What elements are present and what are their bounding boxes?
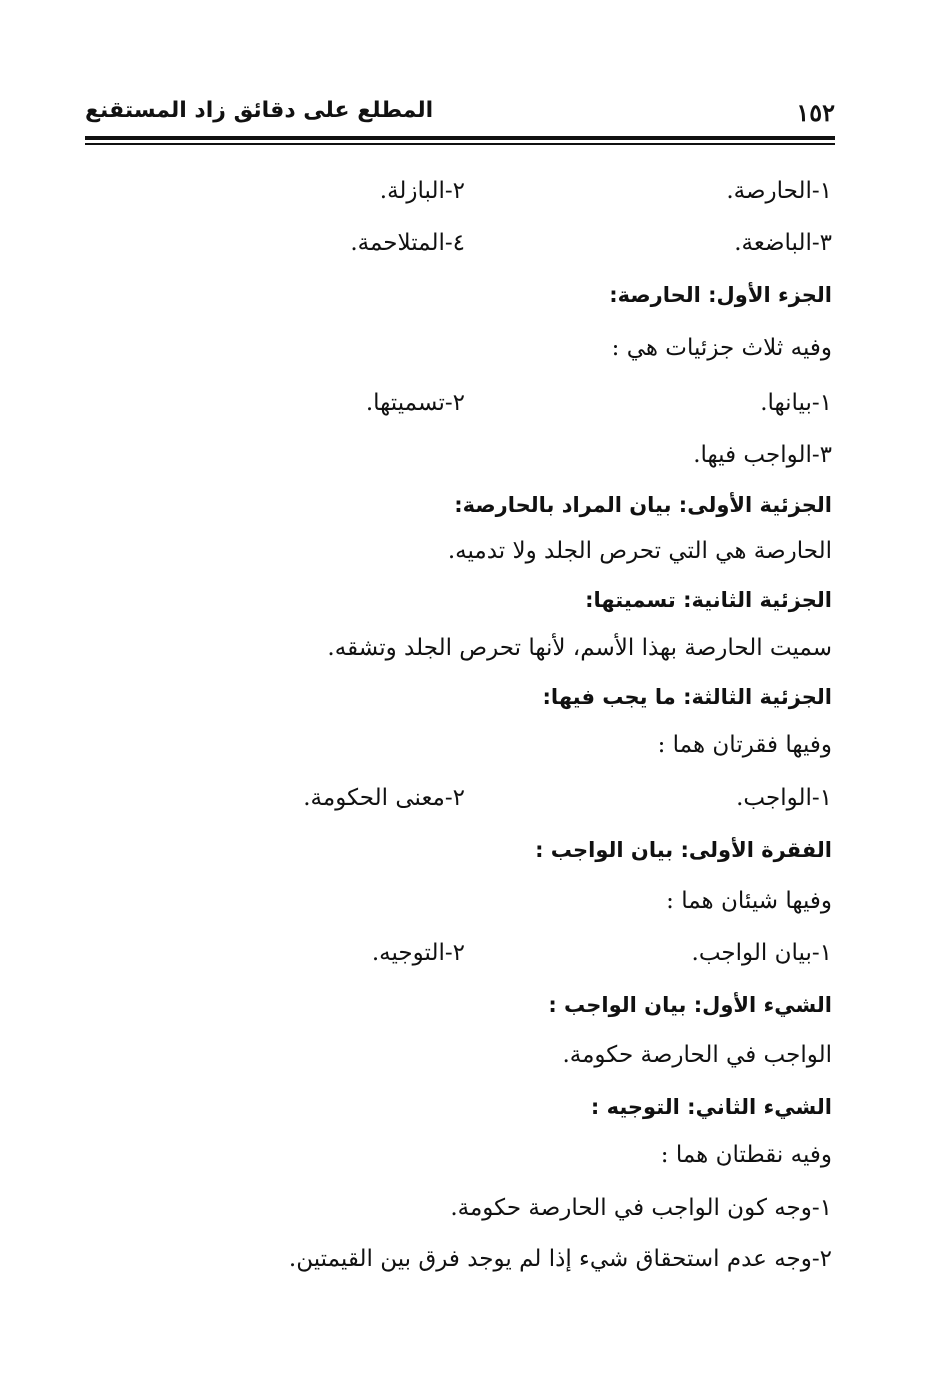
section-heading: الفقرة الأولى: بيان الواجب : — [535, 838, 832, 862]
list-item: ١-الواجب. — [736, 785, 832, 811]
page-number: ١٥٢ — [796, 98, 835, 127]
running-title: المطلع على دقائق زاد المستقنع — [85, 98, 434, 123]
list-item: ١-بيان الواجب. — [691, 940, 832, 966]
list-item: ٢-التوجيه. — [371, 940, 465, 966]
list-item: ٢-معنى الحكومة. — [303, 785, 465, 811]
paragraph: وفيها فقرتان هما : — [657, 732, 832, 758]
paragraph: وفيه ثلاث جزئيات هي : — [611, 335, 832, 361]
list-item: ٢-تسميتها. — [365, 390, 465, 416]
paragraph: ١-وجه كون الواجب في الحارصة حكومة. — [450, 1195, 832, 1221]
list-item: ١-بيانها. — [760, 390, 832, 416]
paragraph: سميت الحارصة بهذا الأسم، لأنها تحرص الجلد وتشقه. — [327, 635, 832, 661]
header-rule-thick — [85, 136, 835, 140]
section-heading: الجزئية الأولى: بيان المراد بالحارصة: — [454, 493, 832, 517]
paragraph: وفيه نقطتان هما : — [660, 1142, 832, 1168]
list-item: ٤-المتلاحمة. — [350, 230, 465, 256]
list-item: ١-الحارصة. — [726, 178, 832, 204]
section-heading: الجزئية الثانية: تسميتها: — [585, 588, 832, 612]
paragraph: وفيها شيئان هما : — [666, 888, 832, 914]
section-heading: الشيء الثاني: التوجيه : — [590, 1095, 832, 1119]
paragraph: ٢-وجه عدم استحقاق شيء إذا لم يوجد فرق بين القيمتين. — [288, 1246, 832, 1272]
list-item: ٣-الباضعة. — [734, 230, 832, 256]
list-item: ٢-البازلة. — [379, 178, 465, 204]
paragraph: الحارصة هي التي تحرص الجلد ولا تدميه. — [447, 538, 832, 564]
paragraph: الواجب في الحارصة حكومة. — [562, 1042, 832, 1068]
section-heading: الجزء الأول: الحارصة: — [609, 283, 832, 307]
header-rule-thin — [85, 143, 835, 145]
section-heading: الشيء الأول: بيان الواجب : — [548, 993, 832, 1017]
page-header — [85, 98, 835, 132]
section-heading: الجزئية الثالثة: ما يجب فيها: — [542, 685, 832, 709]
list-item: ٣-الواجب فيها. — [693, 442, 832, 468]
